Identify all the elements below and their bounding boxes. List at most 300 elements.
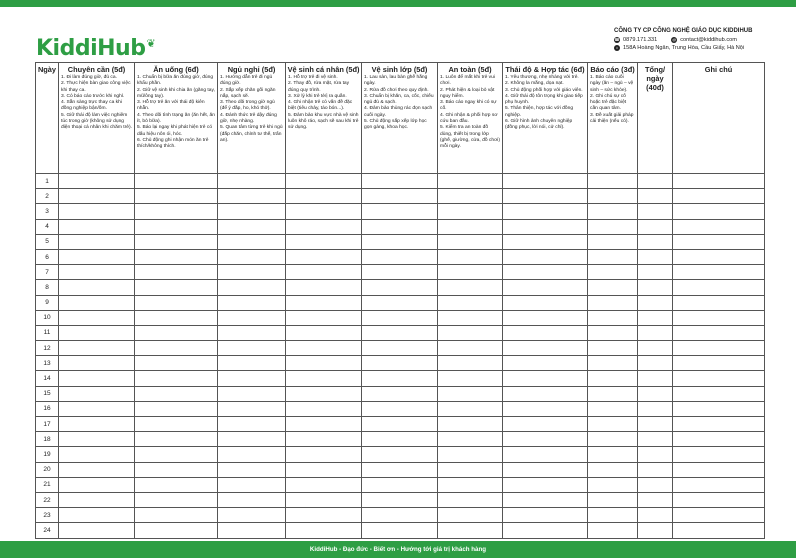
company-name: CÔNG TY CP CÔNG NGHỆ GIÁO DỤC KIDDIHUB — [614, 28, 753, 34]
score-cell[interactable] — [638, 189, 673, 204]
score-cell[interactable] — [218, 219, 286, 234]
score-cell[interactable] — [638, 447, 673, 462]
score-cell[interactable] — [638, 492, 673, 507]
score-cell[interactable] — [59, 401, 135, 416]
table-row — [36, 432, 765, 447]
score-cell[interactable] — [286, 477, 362, 492]
score-cell[interactable] — [286, 401, 362, 416]
score-cell[interactable] — [673, 356, 765, 371]
table-row — [36, 401, 765, 416]
score-cell[interactable] — [218, 325, 286, 340]
score-cell[interactable] — [59, 447, 135, 462]
score-cell[interactable] — [135, 189, 218, 204]
score-cell[interactable] — [135, 477, 218, 492]
table-row — [36, 447, 765, 462]
score-cell[interactable] — [438, 447, 503, 462]
day-number: 21 — [36, 477, 59, 492]
score-cell[interactable] — [503, 280, 588, 295]
score-cell[interactable] — [638, 462, 673, 477]
score-cell[interactable] — [673, 477, 765, 492]
score-cell[interactable] — [588, 341, 638, 356]
table-row — [36, 280, 765, 295]
score-cell[interactable] — [438, 249, 503, 264]
score-cell[interactable] — [673, 249, 765, 264]
table-row — [36, 174, 765, 189]
score-cell[interactable] — [503, 417, 588, 432]
score-cell[interactable] — [135, 204, 218, 219]
company-email: contact@kiddihub.com — [680, 37, 737, 43]
score-cell[interactable] — [362, 432, 438, 447]
score-cell[interactable] — [218, 341, 286, 356]
score-cell[interactable] — [503, 508, 588, 523]
leaf-icon: ❦ — [146, 36, 156, 50]
score-cell[interactable] — [638, 477, 673, 492]
score-cell[interactable] — [286, 249, 362, 264]
score-cell[interactable] — [286, 174, 362, 189]
score-cell[interactable] — [218, 447, 286, 462]
score-cell[interactable] — [59, 523, 135, 538]
table-row — [36, 492, 765, 507]
score-cell[interactable] — [503, 234, 588, 249]
score-cell[interactable] — [218, 204, 286, 219]
day-number: 2 — [36, 189, 59, 204]
score-cell[interactable] — [638, 386, 673, 401]
score-cell[interactable] — [218, 523, 286, 538]
score-cell[interactable] — [286, 523, 362, 538]
score-cell[interactable] — [59, 341, 135, 356]
score-cell[interactable] — [135, 462, 218, 477]
score-cell[interactable] — [218, 401, 286, 416]
score-cell[interactable] — [638, 310, 673, 325]
score-cell[interactable] — [135, 265, 218, 280]
score-cell[interactable] — [503, 386, 588, 401]
score-cell[interactable] — [673, 234, 765, 249]
score-cell[interactable] — [638, 401, 673, 416]
score-cell[interactable] — [673, 417, 765, 432]
score-cell[interactable] — [588, 447, 638, 462]
score-cell[interactable] — [135, 523, 218, 538]
score-cell[interactable] — [286, 219, 362, 234]
score-cell[interactable] — [286, 492, 362, 507]
day-number: 18 — [36, 432, 59, 447]
col-header-safety: An toàn (5đ) 1. Luôn để mắt khi trẻ vui chơi. 2. Phát hiện & loại bỏ vật nguy hiểm. 3. Báo cáo ngay khi có sự cố. 4. Ghi nhận & phối hợp sơ cứu ban đầu. 5. Kiểm tra an toàn đồ dùng, thiết bị trong lớp (ghế, giường, cửa, đồ chơi) mỗi ngày. — [438, 63, 503, 174]
score-cell[interactable] — [638, 356, 673, 371]
day-number: 23 — [36, 508, 59, 523]
score-cell[interactable] — [438, 523, 503, 538]
score-cell[interactable] — [503, 432, 588, 447]
score-cell[interactable] — [286, 310, 362, 325]
score-cell[interactable] — [588, 280, 638, 295]
score-cell[interactable] — [218, 249, 286, 264]
score-cell[interactable] — [438, 356, 503, 371]
score-cell[interactable] — [135, 401, 218, 416]
score-cell[interactable] — [673, 204, 765, 219]
table-row — [36, 189, 765, 204]
score-cell[interactable] — [673, 310, 765, 325]
score-cell[interactable] — [135, 341, 218, 356]
col-header-sleep: Ngủ nghỉ (5đ) 1. Hướng dẫn trẻ đi ngủ đúng giờ. 2. Sắp xếp chăn gối ngăn nắp, sạch sẽ. 3. Theo dõi trong giờ ngủ (để ý đắp, ho, khó thở). 4. Đánh thức trẻ dậy đúng giờ, nhẹ nhàng. 5. Quan tâm từng trẻ khi ngủ (đắp chăn, chỉnh tư thế, trấn an). — [218, 63, 286, 174]
score-cell[interactable] — [59, 204, 135, 219]
day-number: 7 — [36, 265, 59, 280]
score-cell[interactable] — [438, 310, 503, 325]
score-cell[interactable] — [286, 356, 362, 371]
score-cell[interactable] — [135, 432, 218, 447]
score-cell[interactable] — [59, 492, 135, 507]
score-cell[interactable] — [503, 523, 588, 538]
score-cell[interactable] — [673, 295, 765, 310]
score-cell[interactable] — [59, 508, 135, 523]
score-cell[interactable] — [286, 417, 362, 432]
score-cell[interactable] — [638, 204, 673, 219]
score-cell[interactable] — [59, 356, 135, 371]
day-number: 13 — [36, 356, 59, 371]
day-number: 9 — [36, 295, 59, 310]
score-cell[interactable] — [438, 189, 503, 204]
score-cell[interactable] — [638, 280, 673, 295]
score-cell[interactable] — [135, 371, 218, 386]
header-row — [36, 63, 765, 174]
score-cell[interactable] — [59, 265, 135, 280]
score-cell[interactable] — [218, 310, 286, 325]
score-cell[interactable] — [438, 477, 503, 492]
score-cell[interactable] — [638, 325, 673, 340]
score-cell[interactable] — [218, 265, 286, 280]
table-row — [36, 310, 765, 325]
score-cell[interactable] — [588, 523, 638, 538]
score-cell[interactable] — [588, 174, 638, 189]
score-cell[interactable] — [286, 189, 362, 204]
score-cell[interactable] — [362, 447, 438, 462]
score-cell[interactable] — [503, 219, 588, 234]
day-header: Ngày — [36, 63, 59, 174]
day-number: 1 — [36, 174, 59, 189]
score-cell[interactable] — [286, 234, 362, 249]
day-number: 12 — [36, 341, 59, 356]
score-cell[interactable] — [218, 174, 286, 189]
score-cell[interactable] — [59, 432, 135, 447]
score-cell[interactable] — [638, 249, 673, 264]
score-cell[interactable] — [588, 386, 638, 401]
score-cell[interactable] — [588, 234, 638, 249]
score-cell[interactable] — [638, 265, 673, 280]
score-cell[interactable] — [503, 447, 588, 462]
score-cell[interactable] — [438, 492, 503, 507]
score-cell[interactable] — [218, 234, 286, 249]
score-cell[interactable] — [135, 310, 218, 325]
score-cell[interactable] — [218, 417, 286, 432]
score-cell[interactable] — [588, 462, 638, 477]
score-cell[interactable] — [438, 432, 503, 447]
score-cell[interactable] — [638, 417, 673, 432]
score-cell[interactable] — [503, 189, 588, 204]
score-cell[interactable] — [673, 280, 765, 295]
score-cell[interactable] — [438, 386, 503, 401]
score-cell[interactable] — [673, 462, 765, 477]
score-cell[interactable] — [59, 219, 135, 234]
score-cell[interactable] — [638, 219, 673, 234]
score-cell[interactable] — [438, 265, 503, 280]
score-cell[interactable] — [135, 280, 218, 295]
score-cell[interactable] — [588, 371, 638, 386]
score-cell[interactable] — [218, 386, 286, 401]
day-number: 3 — [36, 204, 59, 219]
score-cell[interactable] — [588, 189, 638, 204]
score-cell[interactable] — [503, 462, 588, 477]
score-cell[interactable] — [638, 508, 673, 523]
score-cell[interactable] — [362, 295, 438, 310]
score-cell[interactable] — [673, 508, 765, 523]
score-cell[interactable] — [135, 295, 218, 310]
score-cell[interactable] — [362, 462, 438, 477]
score-cell[interactable] — [362, 523, 438, 538]
score-cell[interactable] — [135, 492, 218, 507]
score-cell[interactable] — [135, 386, 218, 401]
score-cell[interactable] — [59, 280, 135, 295]
company-phone: 0879.171.331 — [623, 37, 658, 43]
table-row — [36, 523, 765, 538]
score-cell[interactable] — [286, 432, 362, 447]
score-cell[interactable] — [218, 432, 286, 447]
score-cell[interactable] — [286, 341, 362, 356]
table-row — [36, 249, 765, 264]
score-cell[interactable] — [135, 417, 218, 432]
score-cell[interactable] — [588, 295, 638, 310]
table-row — [36, 417, 765, 432]
score-cell[interactable] — [362, 234, 438, 249]
score-cell[interactable] — [218, 371, 286, 386]
score-cell[interactable] — [286, 204, 362, 219]
score-cell[interactable] — [362, 356, 438, 371]
score-cell[interactable] — [59, 477, 135, 492]
score-cell[interactable] — [362, 417, 438, 432]
score-cell[interactable] — [588, 417, 638, 432]
score-cell[interactable] — [638, 341, 673, 356]
score-cell[interactable] — [438, 219, 503, 234]
table-row — [36, 341, 765, 356]
score-cell[interactable] — [59, 462, 135, 477]
company-info — [614, 28, 790, 53]
score-cell[interactable] — [673, 523, 765, 538]
location-icon: ⌂ — [615, 45, 619, 50]
phone-icon: ☎ — [614, 37, 620, 42]
score-cell[interactable] — [218, 508, 286, 523]
score-cell[interactable] — [286, 280, 362, 295]
score-cell[interactable] — [503, 174, 588, 189]
score-cell[interactable] — [59, 386, 135, 401]
score-cell[interactable] — [286, 295, 362, 310]
score-cell[interactable] — [362, 219, 438, 234]
score-cell[interactable] — [673, 174, 765, 189]
col-header-meals: Ăn uống (6đ) 1. Chuẩn bị bữa ăn đúng giờ, đúng khẩu phần. 2. Giữ vệ sinh khi chia ăn (găng tay, mũ/ông tay). 3. Hỗ trợ trẻ ăn với thái độ kiên nhẫn. 4. Theo dõi tình trạng ăn (ăn hết, ăn ít, bỏ bữa). 5. Báo lại ngay khi phát hiện trẻ có dấu hiệu nôn ói, hóc. 6. Chủ động ghi nhận món ăn trẻ thích/không thích. — [135, 63, 218, 174]
score-cell[interactable] — [588, 265, 638, 280]
score-cell[interactable] — [135, 325, 218, 340]
score-cell[interactable] — [588, 325, 638, 340]
score-cell[interactable] — [638, 174, 673, 189]
score-cell[interactable] — [362, 508, 438, 523]
score-cell[interactable] — [362, 477, 438, 492]
table-row — [36, 508, 765, 523]
score-cell[interactable] — [438, 204, 503, 219]
day-number: 14 — [36, 371, 59, 386]
score-cell[interactable] — [59, 189, 135, 204]
score-cell[interactable] — [638, 234, 673, 249]
score-cell[interactable] — [135, 219, 218, 234]
score-cell[interactable] — [59, 417, 135, 432]
score-cell[interactable] — [59, 371, 135, 386]
score-cell[interactable] — [503, 341, 588, 356]
score-cell[interactable] — [673, 447, 765, 462]
table-row — [36, 204, 765, 219]
score-cell[interactable] — [673, 325, 765, 340]
score-cell[interactable] — [362, 401, 438, 416]
col-header-daily-total: Tổng/ ngày (40đ) — [638, 63, 673, 174]
email-icon: @ — [672, 37, 677, 42]
score-cell[interactable] — [503, 371, 588, 386]
score-cell[interactable] — [673, 371, 765, 386]
score-cell[interactable] — [588, 477, 638, 492]
day-number: 5 — [36, 234, 59, 249]
score-cell[interactable] — [135, 249, 218, 264]
score-cell[interactable] — [503, 204, 588, 219]
score-cell[interactable] — [503, 356, 588, 371]
score-cell[interactable] — [438, 401, 503, 416]
score-cell[interactable] — [588, 219, 638, 234]
score-cell[interactable] — [438, 234, 503, 249]
score-cell[interactable] — [218, 492, 286, 507]
score-cell[interactable] — [588, 310, 638, 325]
score-cell[interactable] — [588, 204, 638, 219]
score-cell[interactable] — [588, 508, 638, 523]
col-header-attendance: Chuyên cần (5đ) 1. Đi làm đúng giờ, đủ ca. 2. Thực hiện bàn giao công việc khi thay ca. 3. Có báo cáo trước khi nghỉ. 4. Sẵn sàng trực thay ca khi đồng nghiệp bận/ốm. 5. Giữ thái độ làm việc nghiêm túc trong giờ (không sử dụng điện thoại cá nhân khi chăm trẻ). — [59, 63, 135, 174]
score-cell[interactable] — [438, 371, 503, 386]
score-cell[interactable] — [135, 508, 218, 523]
score-cell[interactable] — [438, 295, 503, 310]
score-cell[interactable] — [59, 310, 135, 325]
score-cell[interactable] — [218, 477, 286, 492]
score-cell[interactable] — [588, 249, 638, 264]
score-cell[interactable] — [362, 310, 438, 325]
score-cell[interactable] — [673, 492, 765, 507]
score-cell[interactable] — [588, 432, 638, 447]
score-cell[interactable] — [438, 280, 503, 295]
score-cell[interactable] — [673, 265, 765, 280]
day-number: 8 — [36, 280, 59, 295]
score-cell[interactable] — [503, 492, 588, 507]
score-cell[interactable] — [503, 401, 588, 416]
day-number: 6 — [36, 249, 59, 264]
score-cell[interactable] — [218, 356, 286, 371]
score-cell[interactable] — [588, 356, 638, 371]
table-row — [36, 477, 765, 492]
score-cell[interactable] — [135, 447, 218, 462]
score-cell[interactable] — [438, 341, 503, 356]
score-cell[interactable] — [673, 341, 765, 356]
score-cell[interactable] — [59, 249, 135, 264]
score-cell[interactable] — [218, 462, 286, 477]
score-cell[interactable] — [673, 219, 765, 234]
table-row — [36, 371, 765, 386]
score-cell[interactable] — [438, 325, 503, 340]
day-number: 11 — [36, 325, 59, 340]
score-cell[interactable] — [135, 356, 218, 371]
score-cell[interactable] — [673, 386, 765, 401]
score-cell[interactable] — [362, 189, 438, 204]
score-cell[interactable] — [362, 325, 438, 340]
score-cell[interactable] — [503, 477, 588, 492]
score-cell[interactable] — [286, 325, 362, 340]
score-cell[interactable] — [362, 204, 438, 219]
score-cell[interactable] — [362, 249, 438, 264]
score-cell[interactable] — [503, 325, 588, 340]
day-number: 4 — [36, 219, 59, 234]
score-cell[interactable] — [588, 492, 638, 507]
day-number: 22 — [36, 492, 59, 507]
score-cell[interactable] — [286, 462, 362, 477]
score-cell[interactable] — [503, 249, 588, 264]
score-cell[interactable] — [638, 295, 673, 310]
score-cell[interactable] — [673, 432, 765, 447]
score-cell[interactable] — [286, 386, 362, 401]
score-cell[interactable] — [503, 265, 588, 280]
score-cell[interactable] — [362, 341, 438, 356]
score-cell[interactable] — [59, 295, 135, 310]
table-row — [36, 462, 765, 477]
score-cell[interactable] — [59, 325, 135, 340]
evaluation-table — [35, 62, 765, 539]
score-cell[interactable] — [286, 508, 362, 523]
score-cell[interactable] — [362, 386, 438, 401]
company-address: 158A Hoàng Ngân, Trung Hòa, Cầu Giấy, Hà Nội — [623, 45, 745, 51]
day-number: 24 — [36, 523, 59, 538]
score-cell[interactable] — [286, 447, 362, 462]
score-cell[interactable] — [218, 189, 286, 204]
score-cell[interactable] — [438, 508, 503, 523]
score-cell[interactable] — [673, 401, 765, 416]
score-cell[interactable] — [503, 310, 588, 325]
score-cell[interactable] — [638, 432, 673, 447]
day-number: 10 — [36, 310, 59, 325]
score-cell[interactable] — [438, 174, 503, 189]
score-cell[interactable] — [438, 417, 503, 432]
score-cell[interactable] — [59, 234, 135, 249]
table-row — [36, 219, 765, 234]
score-cell[interactable] — [362, 265, 438, 280]
col-header-personal-hygiene: Vệ sinh cá nhân (5đ) 1. Hỗ trợ trẻ đi vệ sinh. 2. Thay đồ, rửa mặt, rửa tay đúng quy trình. 3. Xử lý khi trẻ tè/ị ra quần. 4. Ghi nhận trẻ có vấn đề đặc biệt (tiêu chảy, táo bón...). 5. Đảm bảo khu vực nhà vệ sinh luôn khô ráo, sạch sẽ sau khi trẻ sử dụng. — [286, 63, 362, 174]
score-cell[interactable] — [638, 523, 673, 538]
top-accent-bar — [0, 0, 796, 7]
col-header-report: Báo cáo (3đ) 1. Báo cáo cuối ngày (ăn – ngủ – vệ sinh – sức khỏe). 2. Ghi chú sự cố hoặc trẻ đặc biệt cần quan tâm. 3. Đề xuất giải pháp cải thiện (nếu có). — [588, 63, 638, 174]
score-cell[interactable] — [362, 280, 438, 295]
score-cell[interactable] — [673, 189, 765, 204]
score-cell[interactable] — [218, 280, 286, 295]
score-cell[interactable] — [362, 371, 438, 386]
score-cell[interactable] — [503, 295, 588, 310]
score-cell[interactable] — [362, 174, 438, 189]
day-number: 16 — [36, 401, 59, 416]
score-cell[interactable] — [638, 371, 673, 386]
score-cell[interactable] — [135, 234, 218, 249]
score-cell[interactable] — [438, 462, 503, 477]
table-row — [36, 356, 765, 371]
score-cell[interactable] — [135, 174, 218, 189]
score-cell[interactable] — [286, 265, 362, 280]
score-cell[interactable] — [286, 371, 362, 386]
score-cell[interactable] — [218, 295, 286, 310]
table-row — [36, 325, 765, 340]
score-cell[interactable] — [588, 401, 638, 416]
score-cell[interactable] — [59, 174, 135, 189]
score-cell[interactable] — [362, 492, 438, 507]
